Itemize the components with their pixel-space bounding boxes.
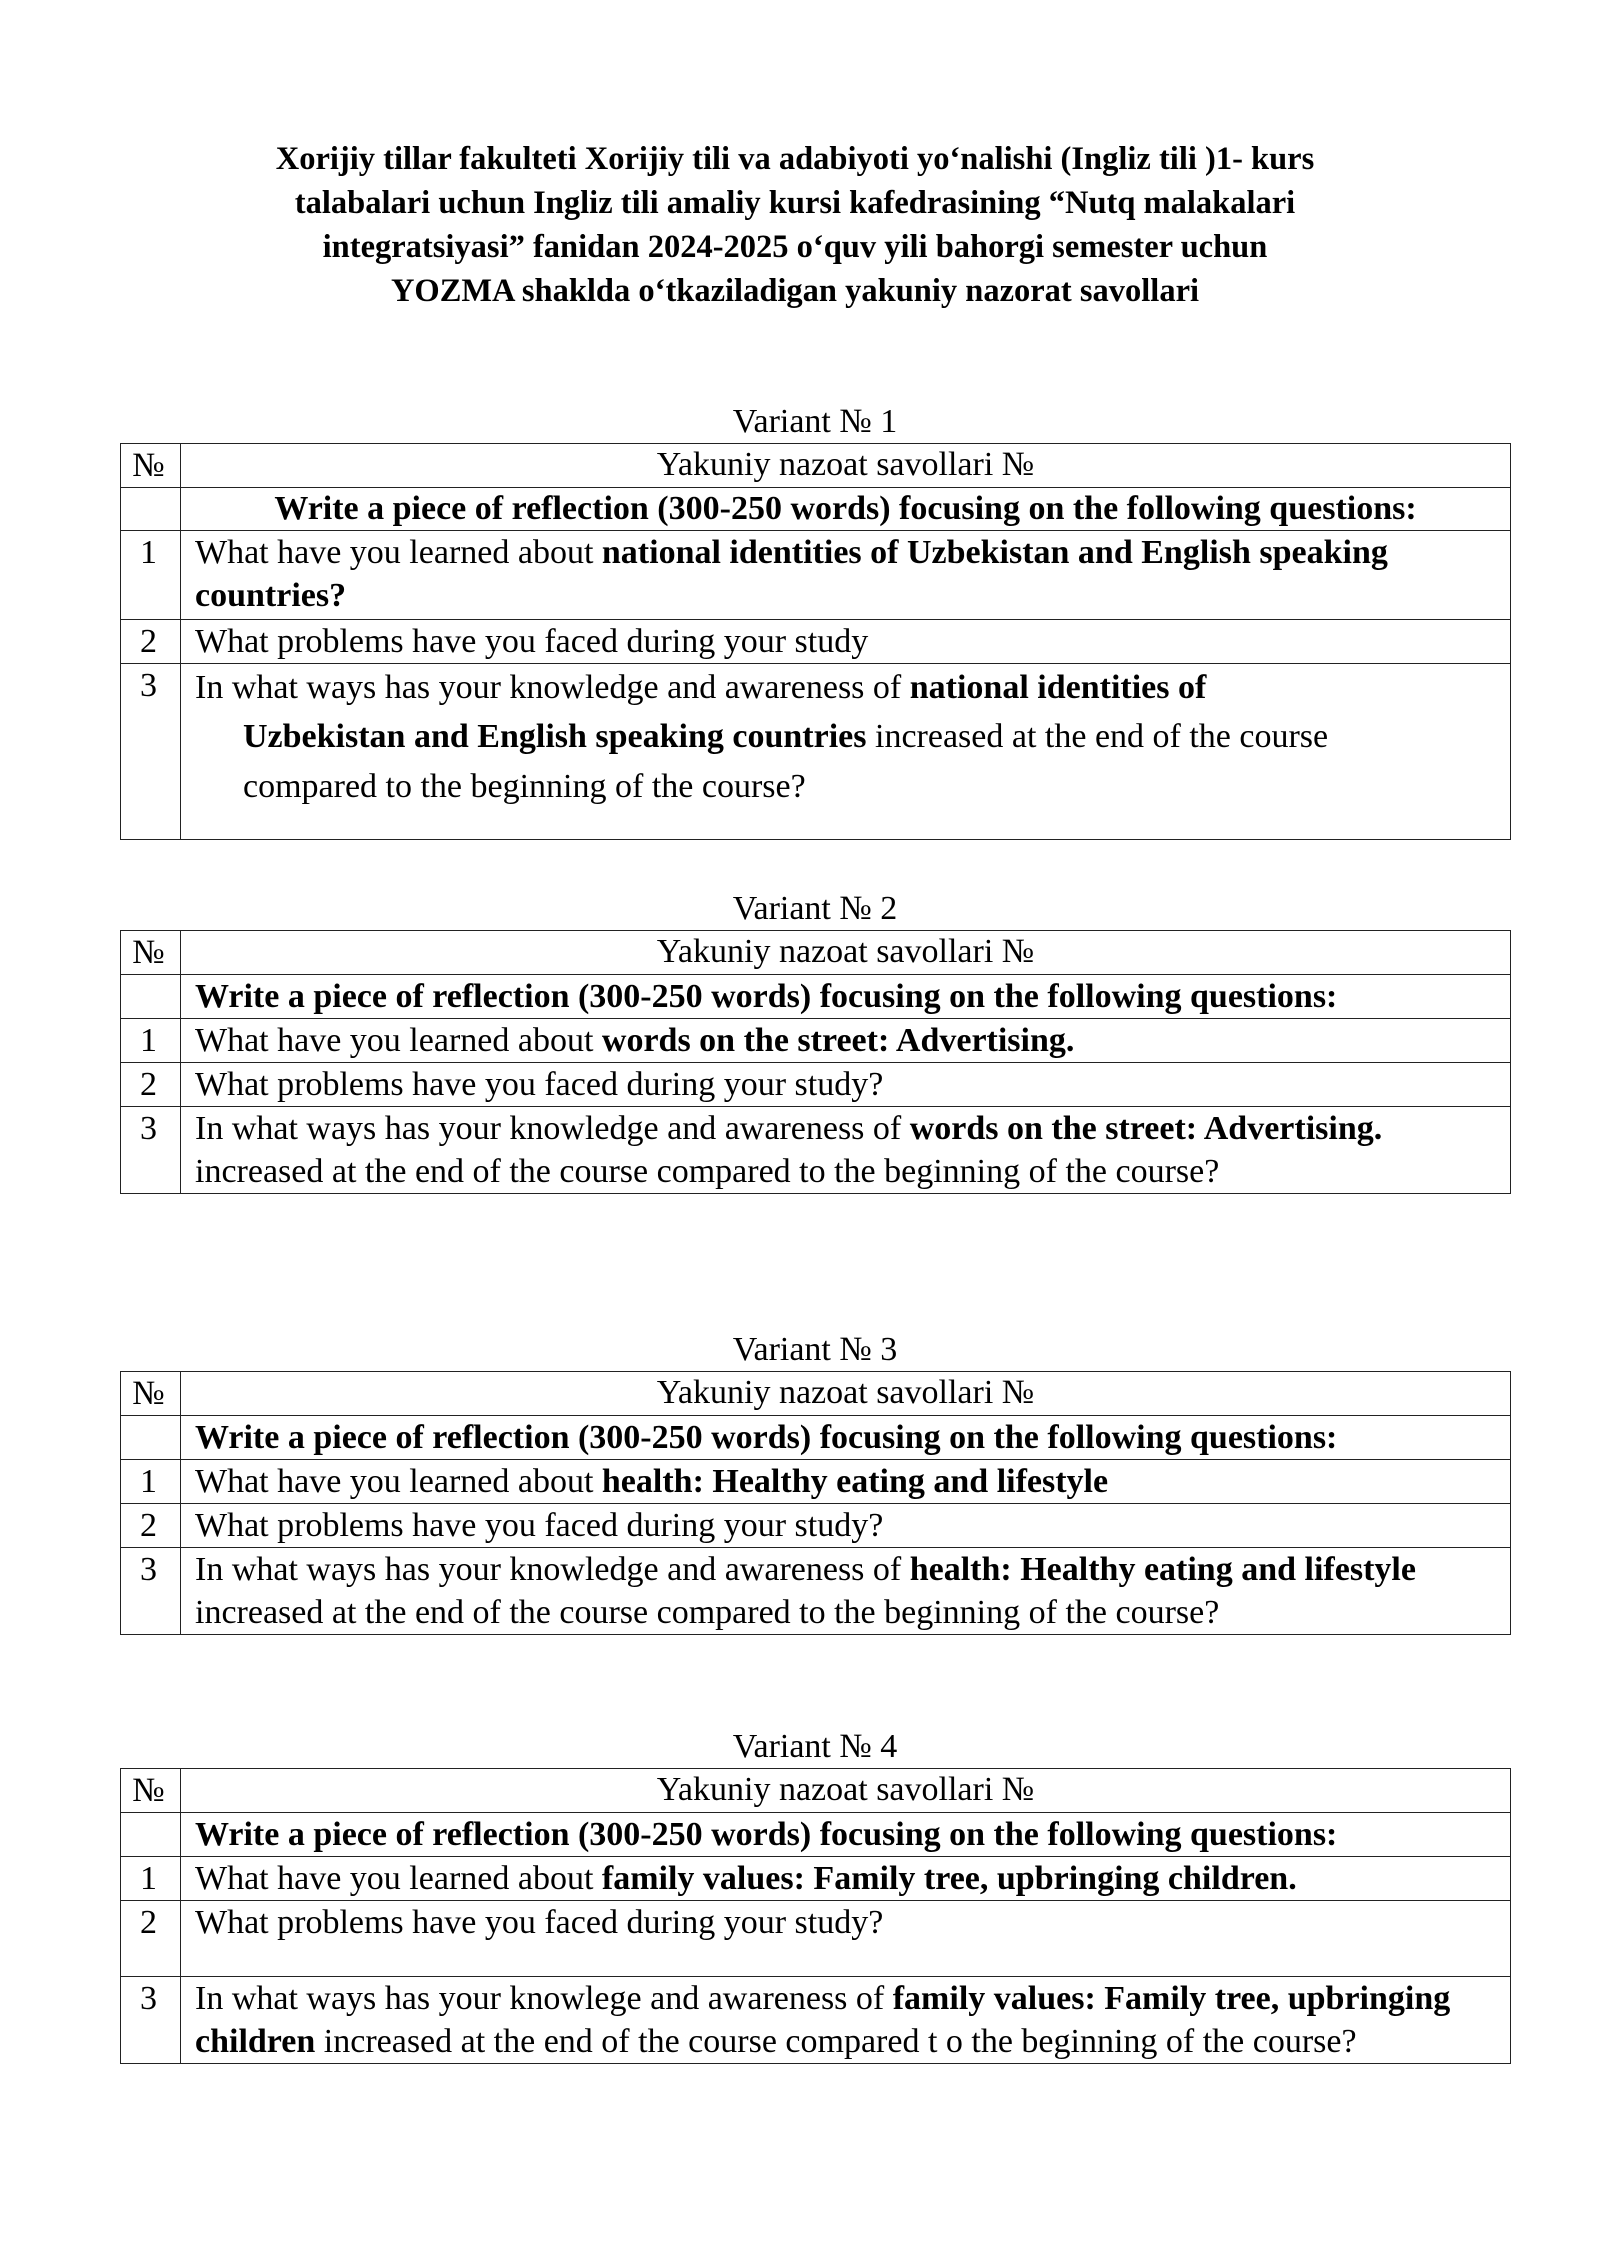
question-row xyxy=(121,620,1511,664)
question-text: What problems have you faced during your study? xyxy=(181,1063,1511,1107)
table-header-row xyxy=(121,931,1511,975)
question-number: 2 xyxy=(121,1063,181,1107)
question-text: In what ways has your knowlege and awareness of family values: Family tree, upbringing children increased at the end of the course compared t o the beginning of the course? xyxy=(181,1977,1511,2064)
question-row xyxy=(121,1460,1511,1504)
question-row xyxy=(121,1548,1511,1635)
variant-1-label: Variant № 1 xyxy=(732,403,898,440)
title-line-3: integratsiyasi” fanidan 2024-2025 o‘quv yili bahorgi semester uchun xyxy=(322,229,1268,265)
variant-3-label: Variant № 3 xyxy=(732,1331,898,1368)
question-row xyxy=(121,664,1511,840)
question-text: What have you learned about words on the street: Advertising. xyxy=(181,1019,1511,1063)
question-row xyxy=(121,1107,1511,1194)
document-title xyxy=(180,137,1410,313)
variant-1-table xyxy=(120,443,1511,840)
question-text: In what ways has your knowledge and awareness of words on the street: Advertising. increased at the end of the course compared to the beginning of the course? xyxy=(181,1107,1511,1194)
number-header: № xyxy=(121,1372,181,1416)
column-header: Yakuniy nazoat savollari № xyxy=(181,1372,1511,1416)
number-header: № xyxy=(121,444,181,488)
number-header: № xyxy=(121,931,181,975)
instruction-text: Write a piece of reflection (300-250 words) focusing on the following questions: xyxy=(181,975,1511,1019)
question-number: 1 xyxy=(121,1460,181,1504)
table-header-row xyxy=(121,444,1511,488)
question-row xyxy=(121,1857,1511,1901)
question-row xyxy=(121,1019,1511,1063)
title-line-4: YOZMA shaklda o‘tkaziladigan yakuniy nazorat savollari xyxy=(390,273,1200,309)
variant-3-table xyxy=(120,1371,1511,1635)
title-line-2: talabalari uchun Ingliz tili amaliy kursi kafedrasining “Nutq malakalari xyxy=(294,185,1296,221)
table-header-row xyxy=(121,1372,1511,1416)
column-header: Yakuniy nazoat savollari № xyxy=(181,444,1511,488)
question-number: 3 xyxy=(121,1977,181,2064)
variant-2-table xyxy=(120,930,1511,1194)
question-text: In what ways has your knowledge and awareness of health: Healthy eating and lifestyle increased at the end of the course compared to the beginning of the course? xyxy=(181,1548,1511,1635)
instruction-row xyxy=(121,1813,1511,1857)
variant-2-label: Variant № 2 xyxy=(732,890,898,927)
question-number: 1 xyxy=(121,1857,181,1901)
question-number: 3 xyxy=(121,1107,181,1194)
question-number: 2 xyxy=(121,1901,181,1977)
variant-4-table xyxy=(120,1768,1511,2064)
question-number: 2 xyxy=(121,620,181,664)
column-header: Yakuniy nazoat savollari № xyxy=(181,931,1511,975)
question-text: What problems have you faced during your study? xyxy=(181,1504,1511,1548)
question-row xyxy=(121,1901,1511,1977)
question-number: 2 xyxy=(121,1504,181,1548)
instruction-row xyxy=(121,1416,1511,1460)
question-number: 1 xyxy=(121,531,181,620)
question-row xyxy=(121,1977,1511,2064)
instruction-text: Write a piece of reflection (300-250 words) focusing on the following questions: xyxy=(181,1416,1511,1460)
number-header: № xyxy=(121,1769,181,1813)
variant-4-label: Variant № 4 xyxy=(732,1728,898,1765)
question-text: What have you learned about health: Healthy eating and lifestyle xyxy=(181,1460,1511,1504)
question-text: What have you learned about family values: Family tree, upbringing children. xyxy=(181,1857,1511,1901)
instruction-row xyxy=(121,975,1511,1019)
instruction-text: Write a piece of reflection (300-250 words) focusing on the following questions: xyxy=(181,1813,1511,1857)
question-row xyxy=(121,1063,1511,1107)
column-header: Yakuniy nazoat savollari № xyxy=(181,1769,1511,1813)
table-header-row xyxy=(121,1769,1511,1813)
question-row xyxy=(121,1504,1511,1548)
instruction-row xyxy=(121,488,1511,531)
question-text: What have you learned about national identities of Uzbekistan and English speaking countries? xyxy=(181,531,1511,620)
title-line-1: Xorijiy tillar fakulteti Xorijiy tili va adabiyoti yo‘nalishi (Ingliz tili )1- kurs xyxy=(275,141,1315,177)
instruction-text: Write a piece of reflection (300-250 words) focusing on the following questions: xyxy=(181,488,1511,531)
question-number: 1 xyxy=(121,1019,181,1063)
question-text: What problems have you faced during your study xyxy=(181,620,1511,664)
question-text: In what ways has your knowledge and awareness of national identities of Uzbekistan and English speaking countries increased at the end of the course compared to the beginning of the course? xyxy=(181,664,1511,840)
question-text: What problems have you faced during your study? xyxy=(181,1901,1511,1977)
question-number: 3 xyxy=(121,664,181,840)
question-number: 3 xyxy=(121,1548,181,1635)
question-row xyxy=(121,531,1511,620)
